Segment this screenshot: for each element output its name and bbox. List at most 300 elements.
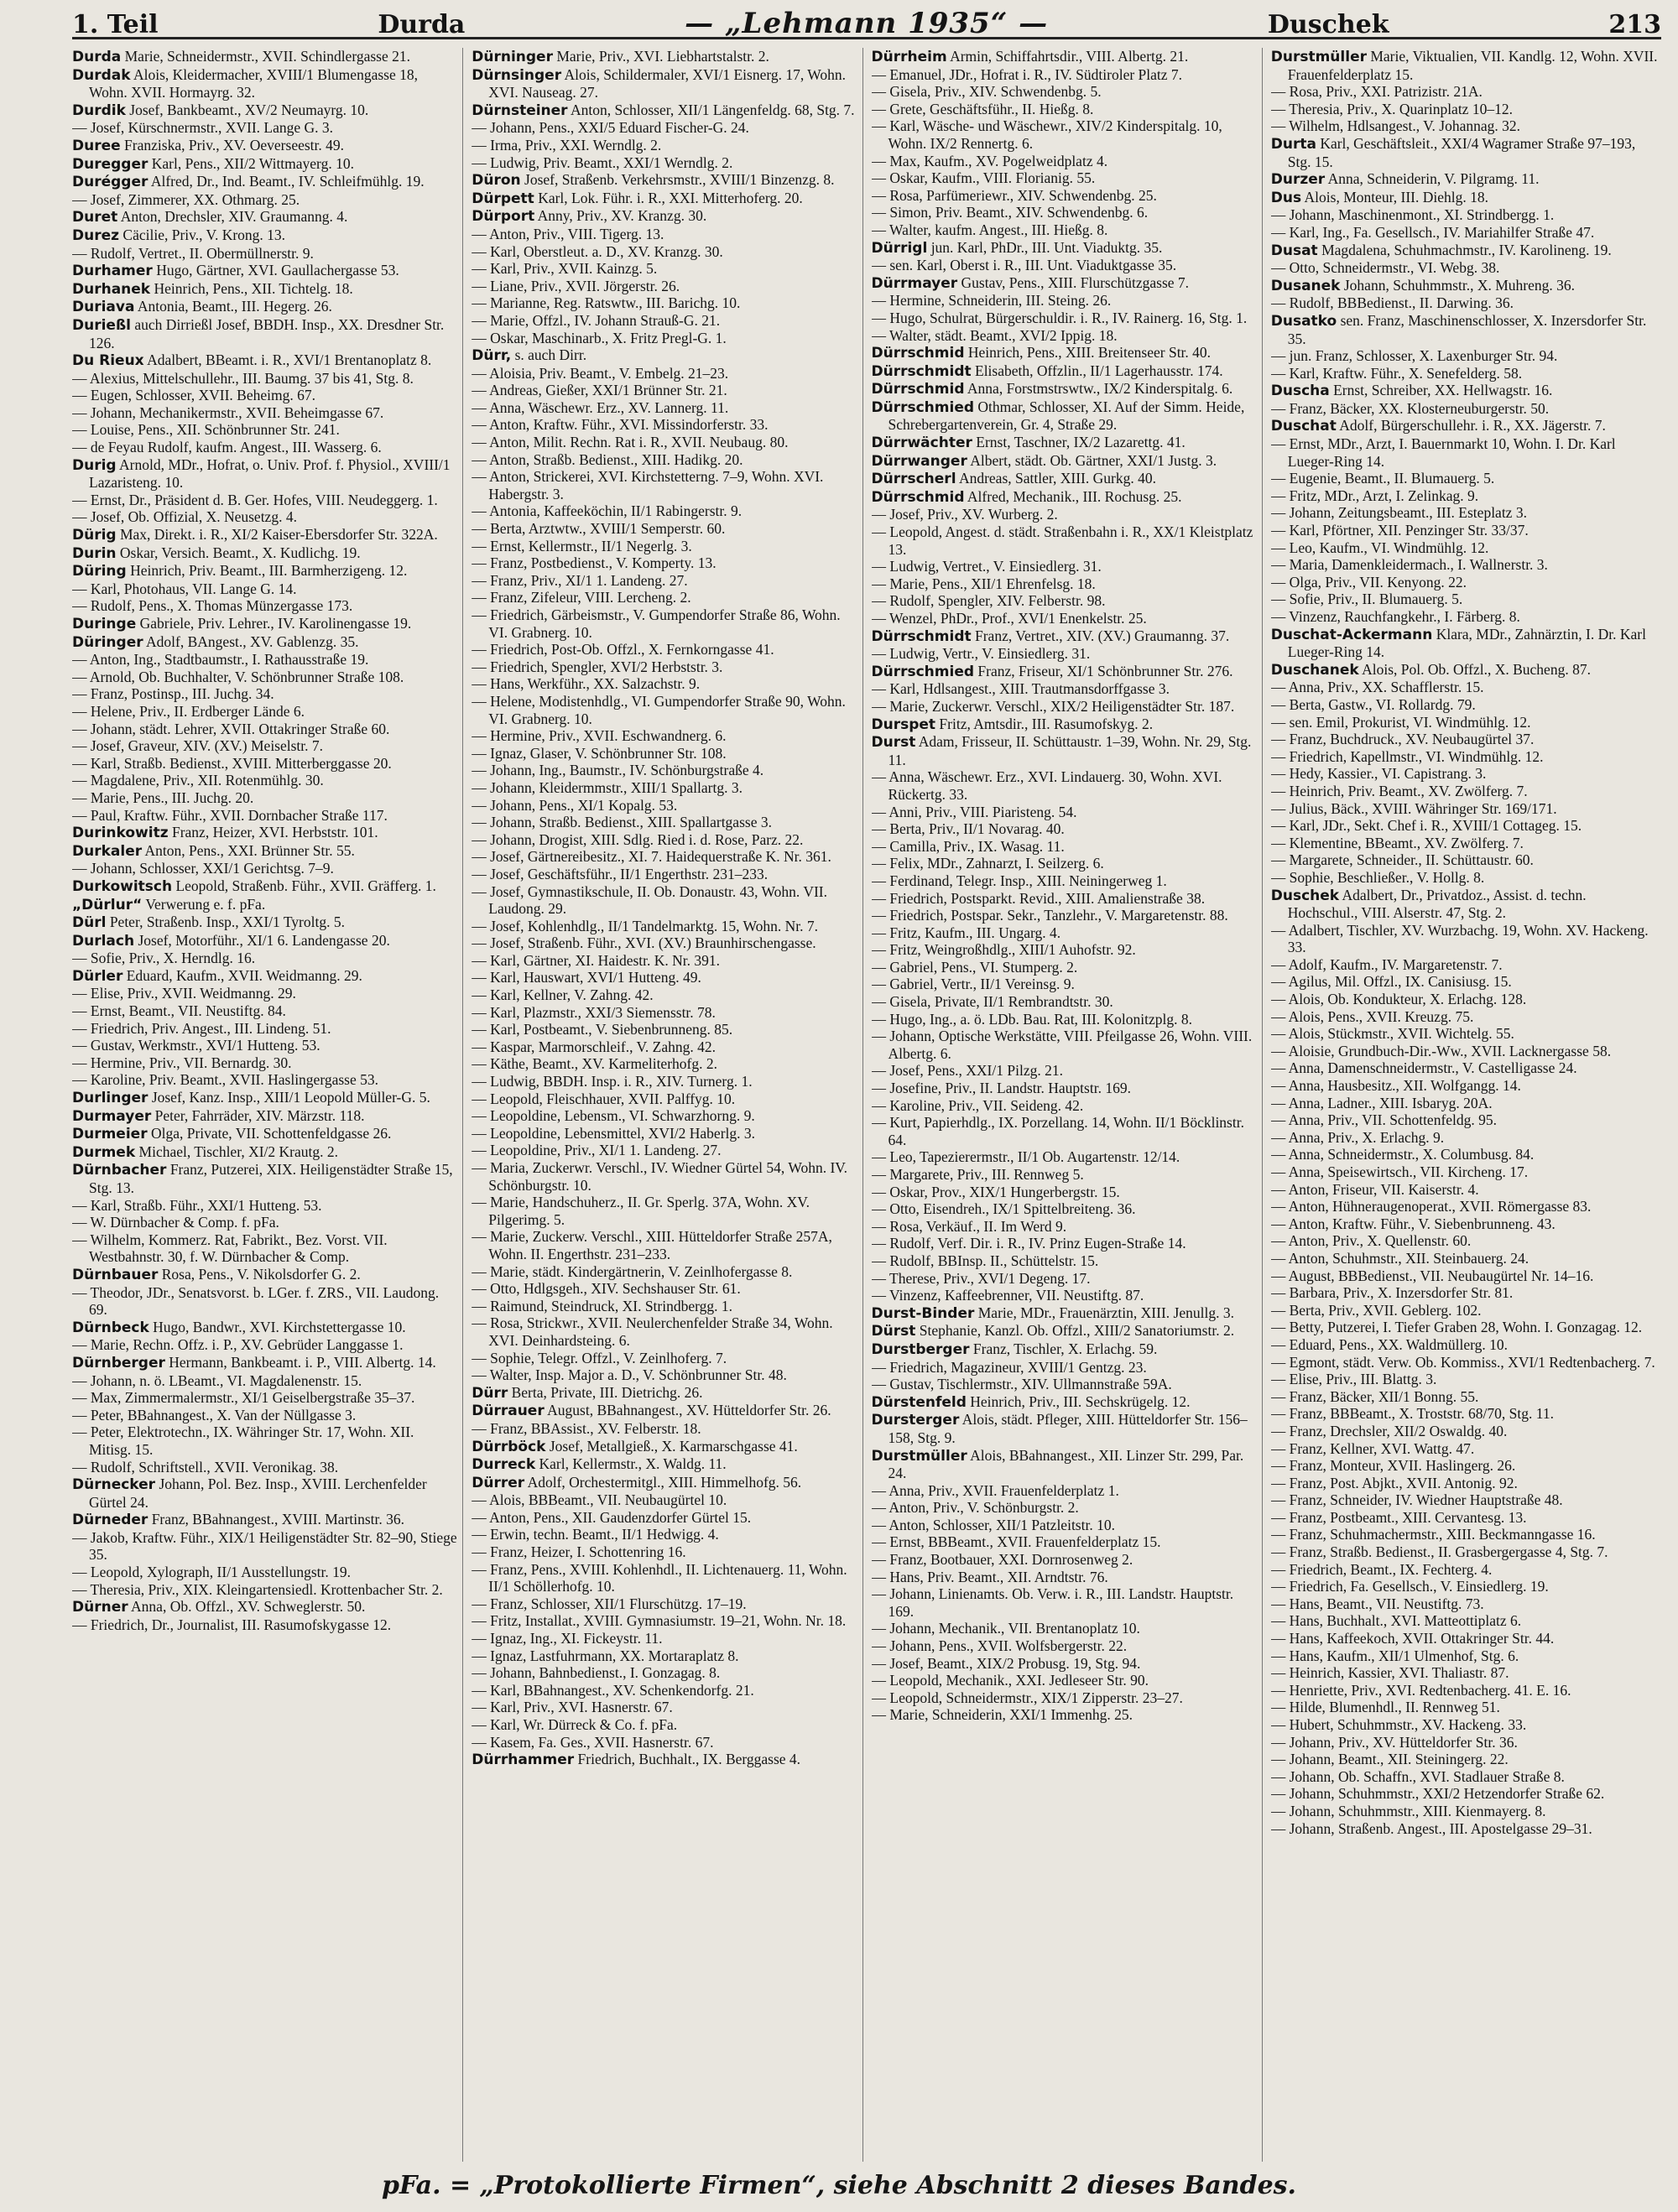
entry-details: — Sofie, Priv., X. Herndlg. 16. — [72, 950, 256, 967]
directory-entry — [72, 1231, 459, 1266]
entry-details: — Friedrich, Postspar. Sekr., Tanzlehr., V. Margaretenstr. 88. — [871, 907, 1228, 924]
entry-surname: Durspet — [871, 716, 936, 733]
directory-entry — [72, 1406, 459, 1424]
entry-details: — Karl, Hdlsangest., XIII. Trautmansdorffgasse 3. — [871, 680, 1170, 698]
entry-details: — Josef, Zimmerer, XX. Othmarg. 25. — [72, 190, 300, 208]
entry-details: s. auch Dirr. — [514, 346, 587, 364]
entry-details: — Josef, Gymnastikschule, II. Ob. Donaustr. 43, Wohn. VII. Laudong. 29. — [472, 882, 827, 918]
entry-details: — Alois, Pens., XVII. Kreuzg. 75. — [1270, 1007, 1474, 1025]
directory-entry — [1270, 417, 1658, 435]
directory-entry — [871, 1096, 1258, 1115]
directory-entry — [871, 470, 1258, 488]
entry-details: — Louise, Pens., XII. Schönbrunner Str. 241. — [72, 421, 340, 439]
directory-entry — [472, 1595, 858, 1613]
entry-details: — Oskar, Kaufm., VIII. Florianig. 55. — [871, 169, 1096, 187]
directory-entry — [871, 1062, 1258, 1080]
directory-entry — [871, 958, 1258, 976]
directory-entry — [1270, 731, 1658, 748]
directory-entry — [472, 1751, 858, 1769]
entry-surname: Durda — [72, 49, 122, 65]
directory-entry — [871, 204, 1258, 221]
directory-entry — [72, 615, 459, 633]
directory-entry — [1270, 364, 1658, 383]
entry-details: — Oskar, Prov., XIX/1 Hungerbergstr. 15. — [871, 1183, 1120, 1200]
directory-entry — [1270, 539, 1658, 557]
entry-details: — Berta, Arztwtw., XVIII/1 Semperstr. 60. — [472, 520, 726, 538]
entry-details: — Heinrich, Kassier, XVI. Thaliastr. 87. — [1270, 1664, 1509, 1682]
entry-details: — Fritz, Kaufm., III. Ungarg. 4. — [871, 924, 1061, 941]
entry-surname: Durkaler — [72, 842, 143, 860]
entry-details: Alois, städt. Pfleger, XIII. Hütteldorfer Str. 156–158, Stg. 9. — [888, 1411, 1248, 1446]
entry-details: — Ludwig, Vertr., V. Einsiedlerg. 31. — [871, 645, 1091, 663]
entry-details: — Sofie, Priv., II. Blumauerg. 5. — [1270, 591, 1463, 608]
directory-entry — [472, 468, 858, 502]
directory-entry — [72, 877, 459, 896]
directory-entry — [1270, 573, 1658, 591]
directory-entry — [72, 985, 459, 1002]
directory-entry — [72, 65, 459, 101]
directory-entry — [871, 855, 1258, 872]
entry-surname: Durstberger — [871, 1340, 970, 1358]
entry-details: — Gustav, Werkmstr., XVI/1 Hutteng. 53. — [72, 1037, 320, 1054]
directory-entry — [72, 1389, 459, 1407]
entry-details: — Leopoldine, Lebensmittel, XVI/2 Haberlg. 3. — [472, 1124, 756, 1142]
directory-entry — [871, 1080, 1258, 1097]
entry-details: — Käthe, Beamt., XV. Karmeliterhofg. 2. — [472, 1055, 717, 1073]
entry-details: — Raimund, Steindruck, XI. Strindbergg. 1. — [472, 1297, 733, 1314]
entry-details: — Hedy, Kassier., VI. Capistrang. 3. — [1270, 765, 1487, 783]
directory-entry — [1270, 48, 1658, 83]
directory-entry — [72, 244, 459, 263]
directory-entry — [1270, 1128, 1658, 1147]
directory-entry — [472, 1107, 858, 1125]
entry-details: Max, Direkt. i. R., XI/2 Kaiser-Ebersdorfer Str. 322A. — [119, 526, 438, 544]
directory-entry — [72, 1054, 459, 1072]
entry-details: — Hugo, Schulrat, Bürgerschuldir. i. R., IV. Rainerg. 16, Stg. 1. — [871, 309, 1248, 326]
directory-entry — [472, 1297, 858, 1315]
entry-surname: Duschek — [1270, 887, 1340, 904]
entry-details: Karl, Kellermstr., X. Waldg. 11. — [539, 1455, 727, 1473]
entry-details: — Anton, Schuhmstr., XII. Steinbauerg. 24. — [1270, 1249, 1529, 1267]
entry-details: — Friedrich, Fa. Gesellsch., V. Einsiedlerg. 19. — [1270, 1578, 1549, 1595]
entry-details: — Agilus, Mil. Offzl., IX. Canisiusg. 15. — [1270, 973, 1512, 991]
entry-details: Marie, Priv., XVI. Liebhartstalstr. 2. — [556, 48, 769, 65]
entry-surname: Dürner — [72, 1599, 128, 1616]
directory-entry — [472, 1543, 858, 1561]
entry-surname: Dürrscherl — [871, 471, 956, 488]
entry-surname: Dusanek — [1270, 277, 1341, 294]
entry-details: — Anna, Damenschneidermstr., V. Castelligasse 24. — [1270, 1059, 1577, 1077]
directory-entry — [72, 1580, 459, 1599]
directory-entry — [871, 1252, 1258, 1270]
directory-entry — [1270, 1612, 1658, 1630]
entry-details: — Leopold, Xylograph, II/1 Ausstellungstr. 19. — [72, 1564, 351, 1581]
entry-details: Franz, Vertret., XIV. (XV.) Graumanng. 37. — [975, 627, 1230, 644]
entry-details: Alois, Pol. Ob. Offzl., X. Bucheng. 87. — [1362, 660, 1591, 678]
page-header — [72, 7, 1661, 39]
entry-details: — Klementine, BBeamt., XV. Zwölferg. 7. — [1270, 834, 1524, 851]
entry-details: — Marianne, Reg. Ratswtw., III. Barichg. 10. — [472, 294, 741, 312]
entry-details: — Elise, Priv., III. Blattg. 3. — [1270, 1371, 1437, 1388]
entry-details: Franz, Tischler, X. Erlachg. 59. — [972, 1340, 1158, 1357]
directory-entry — [871, 768, 1258, 803]
directory-entry — [472, 727, 858, 745]
entry-details: — Josefine, Priv., II. Landstr. Hauptstr. 169. — [871, 1080, 1131, 1097]
directory-entry — [871, 662, 1258, 681]
entry-details: — Walter, städt. Beamt., XVI/2 Ippig. 18. — [871, 326, 1118, 344]
directory-entry — [871, 1392, 1258, 1412]
directory-entry — [72, 1037, 459, 1054]
entry-details: — Ludwig, Priv. Beamt., XXI/1 Werndlg. 2. — [472, 154, 733, 171]
directory-entry — [472, 951, 858, 970]
entry-details: — Friedrich, Kapellmstr., VI. Windmühlg. 12. — [1270, 747, 1544, 765]
directory-entry — [72, 369, 459, 388]
directory-entry — [871, 169, 1258, 187]
entry-details: Rosa, Pens., V. Nikolsdorfer G. 2. — [161, 1265, 361, 1283]
directory-entry — [1270, 782, 1658, 800]
directory-entry — [472, 171, 858, 190]
entry-details: — Johann, Priv., XV. Hütteldorfer Str. 36. — [1270, 1733, 1518, 1751]
entry-details: — Johann, städt. Lehrer, XVII. Ottakringer Straße 60. — [72, 720, 390, 737]
directory-entry — [72, 387, 459, 404]
entry-surname: Dürrauer — [472, 1403, 545, 1420]
directory-entry — [1270, 1664, 1658, 1682]
entry-details: — Anton, Kraftw. Führ., V. Siebenbrunneng. 43. — [1270, 1215, 1556, 1232]
directory-entry — [871, 1568, 1258, 1586]
directory-entry — [1270, 765, 1658, 783]
entry-surname: Durzer — [1270, 171, 1326, 189]
entry-details: — Hans, Beamt., VII. Neustiftg. 73. — [1270, 1595, 1484, 1612]
entry-details: — Karl, Wr. Dürreck & Co. f. pFa. — [472, 1716, 678, 1733]
header-section-label: 1. Teil — [72, 10, 159, 39]
directory-entry — [871, 1637, 1258, 1655]
directory-entry — [871, 1376, 1258, 1393]
entry-details: — Leopold, Schneidermstr., XIX/1 Zipperstr. 23–27. — [871, 1689, 1183, 1706]
entry-details: — Johann, Linienamts. Ob. Verw. i. R., III. Landstr. Hauptstr. 169. — [871, 1585, 1234, 1620]
entry-details: — Franz, Monteur, XVII. Haslingerg. 26. — [1270, 1457, 1516, 1475]
directory-entry — [472, 1090, 858, 1108]
directory-entry — [72, 226, 459, 245]
entry-details: Josef, Metallgieß., X. Karmarschgasse 41. — [549, 1437, 798, 1455]
directory-entry — [1270, 294, 1658, 312]
entry-details: — Marie, Zuckerwr. Verschl., XIX/2 Heiligenstädter Str. 187. — [871, 697, 1235, 715]
entry-details: — Vinzenz, Rauchfangkehr., I. Färberg. 8. — [1270, 608, 1520, 625]
directory-entry — [72, 154, 459, 174]
entry-details: Marie, Viktualien, VII. Kandlg. 12, Wohn. XVII. Frauenfelderplatz 15. — [1287, 48, 1658, 83]
directory-entry — [472, 1455, 858, 1474]
directory-entry — [72, 841, 459, 861]
directory-entry — [472, 294, 858, 312]
directory-entry — [472, 1314, 858, 1349]
entry-surname: Dürr — [472, 1384, 508, 1402]
page-footer-note: pFa. = „Protokollierte Firmen“, siehe Abschnitt 2 dieses Bandes. — [382, 2171, 1296, 2200]
entry-details: — Otto, Hdlgsgeh., XIV. Sechshauser Str. 61. — [472, 1280, 741, 1298]
entry-surname: Duschat-Ackermann — [1270, 626, 1433, 643]
directory-entry — [72, 1598, 459, 1616]
entry-details: Michael, Tischler, XI/2 Krautg. 2. — [138, 1142, 338, 1160]
entry-details: Josef, Bankbeamt., XV/2 Neumayrg. 10. — [129, 101, 369, 118]
entry-details: — Karl, Straßb. Bedienst., XVIII. Mitterberggasse 20. — [72, 754, 392, 772]
directory-entry — [1270, 834, 1658, 852]
entry-surname: Dürig — [72, 527, 117, 544]
entry-details: — Karl, Priv., XVII. Kainzg. 5. — [472, 260, 658, 278]
directory-entry — [1270, 1819, 1658, 1838]
entry-details: — Hermine, Priv., VII. Bernardg. 30. — [72, 1054, 292, 1071]
entry-surname: Durdik — [72, 101, 126, 119]
directory-entry — [72, 1125, 459, 1143]
entry-surname: Dursterger — [871, 1412, 960, 1429]
directory-entry — [472, 1647, 858, 1665]
directory-entry — [72, 806, 459, 825]
entry-details: Anton, Drechsler, XIV. Graumanng. 4. — [120, 208, 348, 226]
entry-details: — Josef, Kohlenhdlg., II/1 Tandelmarktg. 15, Wohn. Nr. 7. — [472, 917, 819, 934]
entry-details: — Anna, Hausbesitz., XII. Wolfgangg. 14. — [1270, 1077, 1521, 1095]
entry-details: — Margarete, Priv., III. Rennweg 5. — [871, 1166, 1084, 1183]
entry-details: — Kurt, Papierhdlg., IX. Porzellang. 14, Wohn. II/1 Böcklinstr. 64. — [871, 1114, 1244, 1148]
entry-details: — Josef, Beamt., XIX/2 Probusg. 19, Stg. 94. — [871, 1654, 1141, 1672]
entry-details: — Rudolf, BBBedienst., II. Darwing. 36. — [1270, 294, 1514, 312]
entry-details: — Friedrich, Spengler, XVI/2 Herbststr. 3. — [472, 658, 723, 675]
entry-details: — Otto, Eisendreh., IX/1 Spittelbreiteng. 36. — [871, 1200, 1136, 1218]
entry-details: sen. Franz, Maschinenschlosser, X. Inzersdorfer Str. 35. — [1287, 311, 1647, 347]
directory-entry — [1270, 259, 1658, 277]
entry-details: — Anna, Wäschewr. Erz., XV. Lannerg. 11. — [472, 398, 729, 416]
directory-entry — [472, 1159, 858, 1194]
directory-entry — [1270, 1059, 1658, 1077]
entry-details: — Karl, Straßb. Führ., XXI/1 Hutteng. 53. — [72, 1196, 322, 1214]
directory-entry — [1270, 886, 1658, 922]
directory-entry — [871, 273, 1258, 293]
directory-entry — [1270, 435, 1658, 470]
entry-details: — Karl, Pförtner, XII. Penzinger Str. 33/37. — [1270, 522, 1529, 539]
directory-entry — [1270, 713, 1658, 731]
entry-surname: Durmek — [72, 1143, 136, 1161]
directory-entry — [1270, 1578, 1658, 1595]
directory-entry — [472, 1716, 858, 1734]
directory-entry — [72, 421, 459, 439]
entry-surname: Dürrheim — [871, 49, 947, 65]
directory-entry — [72, 685, 459, 703]
directory-entry — [871, 309, 1258, 327]
entry-details: — Max, Kaufm., XV. Pogelweidplatz 4. — [871, 152, 1108, 169]
directory-entry — [1270, 1111, 1658, 1129]
directory-entry — [72, 754, 459, 773]
directory-entry — [72, 1265, 459, 1284]
directory-entry — [72, 262, 459, 280]
entry-details: — Ferdinand, Telegr. Insp., XIII. Neiningerweg 1. — [871, 872, 1167, 889]
directory-entry — [871, 558, 1258, 575]
directory-entry — [72, 1476, 459, 1511]
directory-entry — [472, 1491, 858, 1509]
directory-entry — [72, 508, 459, 526]
entry-details: — Hubert, Schuhmmstr., XV. Hackeng. 33. — [1270, 1716, 1527, 1733]
directory-entry — [1270, 679, 1658, 696]
directory-entry — [472, 1699, 858, 1716]
entry-details: — Wilhelm, Hdlsangest., V. Johannag. 32. — [1270, 117, 1521, 135]
directory-entry — [871, 1446, 1258, 1482]
entry-details: Johann, Schuhmmstr., X. Muhreng. 36. — [1343, 276, 1576, 294]
directory-entry — [871, 48, 1258, 66]
directory-entry — [472, 416, 858, 434]
entry-details: — Leo, Kaufm., VI. Windmühlg. 12. — [1270, 539, 1489, 556]
entry-details: — Wilhelm, Kommerz. Rat, Fabrikt., Bez. Vorst. VII. Westbahnstr. 30, f. W. Dürnbacher & Comp. — [72, 1231, 388, 1266]
directory-entry — [472, 154, 858, 172]
entry-surname: Durdak — [72, 66, 131, 84]
directory-entry — [871, 1287, 1258, 1304]
entry-details: — Eugenie, Beamt., II. Blumauerg. 5. — [1270, 470, 1495, 487]
entry-details: — Franz, Priv., XI/1 1. Landeng. 27. — [472, 571, 688, 589]
directory-entry — [72, 562, 459, 580]
entry-surname: Dürneder — [72, 1512, 149, 1529]
entry-details: — Josef, Straßenb. Führ., XVI. (XV.) Braunhirschengasse. — [472, 934, 816, 952]
directory-entry — [1270, 1474, 1658, 1492]
entry-details: — Rosa, Priv., XXI. Patrizistr. 21A. — [1270, 83, 1483, 101]
entry-details: — Anna, Priv., XX. Schafflerstr. 15. — [1270, 679, 1484, 696]
directory-entry — [1270, 276, 1658, 295]
entry-details: Franziska, Priv., XV. Oeverseestr. 49. — [124, 136, 345, 154]
entry-details: — Fritz, Installat., XVIII. Gymnasiumstr. 19–21, Wohn. Nr. 18. — [472, 1612, 847, 1630]
directory-entry — [1270, 1681, 1658, 1699]
entry-details: Heinrich, Pens., XIII. Breitenseer Str. 40. — [967, 344, 1212, 362]
directory-entry — [72, 315, 459, 351]
directory-entry — [72, 208, 459, 226]
directory-entry — [472, 1630, 858, 1647]
entry-surname: Dürrschmied — [871, 398, 975, 416]
entry-details: Karl, Geschäftsleit., XXI/4 Wagramer Straße 97–193, Stg. 15. — [1287, 134, 1636, 170]
directory-entry — [472, 882, 858, 918]
directory-entry — [871, 117, 1258, 152]
entry-details: — Aloisia, Priv. Beamt., V. Embelg. 21–23. — [472, 364, 729, 382]
entry-details: Adam, Frisseur, II. Schüttaustr. 1–39, Wohn. Nr. 29, Stg. 11. — [888, 733, 1252, 768]
directory-entry — [1270, 625, 1658, 661]
directory-entry — [1270, 83, 1658, 101]
directory-entry — [72, 1002, 459, 1020]
directory-entry — [472, 848, 858, 866]
directory-entry — [1270, 556, 1658, 574]
entry-details: Antonia, Beamt., III. Hegerg. 26. — [137, 298, 332, 315]
entry-details: — Marie, Pens., III. Juchg. 20. — [72, 789, 254, 806]
entry-details: — Grete, Geschäftsführ., II. Hießg. 8. — [871, 100, 1094, 117]
entry-surname: Durkowitsch — [72, 877, 173, 895]
directory-entry — [72, 824, 459, 842]
directory-entry — [871, 1217, 1258, 1236]
entry-details: — Arnold, Ob. Buchhalter, V. Schönbrunner Straße 108. — [72, 668, 404, 685]
directory-entry — [472, 571, 858, 590]
directory-entry — [472, 1437, 858, 1456]
entry-details: — Ernst, Kellermstr., II/1 Negerlg. 3. — [472, 537, 692, 554]
directory-entry — [1270, 799, 1658, 818]
directory-entry — [72, 580, 459, 598]
directory-entry — [472, 986, 858, 1004]
entry-details: — Kaspar, Marmorschleif., V. Zahng. 42. — [472, 1038, 716, 1055]
directory-entry — [871, 1411, 1258, 1446]
entry-details: — Johann, Mechanik., VII. Brentanoplatz 10. — [871, 1620, 1140, 1637]
entry-details: — Friedrich, Gärbeismstr., V. Gumpendorfer Straße 86, Wohn. VI. Grabnerg. 10. — [472, 606, 841, 641]
entry-details: — Gisela, Private, II/1 Rembrandtstr. 30. — [871, 993, 1113, 1011]
entry-details: — Johann, Schuhmmstr., XIII. Kienmayerg. 8. — [1270, 1802, 1546, 1819]
entry-details: — Marie, städt. Kindergärtnerin, V. Zeinlhofergasse 8. — [472, 1262, 793, 1280]
directory-entry — [472, 1228, 858, 1262]
entry-details: — Johann, Mechanikermstr., XVII. Beheimgasse 67. — [72, 403, 384, 421]
entry-details: — Leopold, Fleischhauer, XVII. Palffyg. 10. — [472, 1090, 736, 1107]
entry-surname: Durinkowitz — [72, 825, 169, 842]
entry-details: — Karl, Plazmstr., XXI/3 Siemensstr. 78. — [472, 1003, 716, 1021]
directory-entry — [1270, 1647, 1658, 1665]
entry-details: — Berta, Priv., II/1 Novarag. 40. — [871, 820, 1065, 838]
entry-details: Anton, Schlosser, XII/1 Längenfeldg. 68, Stg. 7. — [571, 101, 855, 118]
entry-details: — Johann, n. ö. LBeamt., VI. Magdalenenstr. 15. — [72, 1371, 362, 1389]
directory-entry — [1270, 1077, 1658, 1095]
directory-entry — [871, 575, 1258, 593]
entry-surname: Durst-Binder — [871, 1304, 975, 1322]
directory-entry — [871, 1499, 1258, 1517]
entry-details: — Betty, Putzerei, I. Tiefer Graben 28, Wohn. I. Gonzagag. 12. — [1270, 1319, 1643, 1336]
entry-surname: Durez — [72, 226, 120, 244]
directory-entry — [871, 221, 1258, 239]
entry-details: — Gisela, Priv., XIV. Schwendenbg. 5. — [871, 83, 1102, 101]
directory-entry — [871, 292, 1258, 310]
directory-entry — [1270, 1560, 1658, 1579]
page-number: 213 — [1608, 10, 1661, 39]
directory-entry — [871, 803, 1258, 821]
entry-details: — Anton, Priv., X. Quellenstr. 60. — [1270, 1232, 1472, 1250]
entry-details: Alois, Kleidermacher, XVIII/1 Blumengasse 18, Wohn. XVII. Hormayrg. 32. — [89, 65, 418, 101]
directory-entry — [1270, 608, 1658, 626]
entry-details: Johann, Pol. Bez. Insp., XVIII. Lerchenfelder Gürtel 24. — [89, 1476, 427, 1511]
entry-surname: Durstmüller — [1270, 49, 1367, 65]
entry-details: Hugo, Bandwr., XVI. Kirchstettergasse 10. — [153, 1318, 406, 1335]
entry-details: — W. Dürnbacher & Comp. f. pFa. — [72, 1214, 279, 1231]
entry-details: jun. Karl, PhDr., III. Unt. Viaduktg. 35. — [930, 238, 1163, 256]
directory-entry — [72, 173, 459, 191]
directory-entry — [1270, 868, 1658, 887]
directory-entry — [871, 1620, 1258, 1637]
directory-entry — [1270, 1163, 1658, 1181]
entry-details: Leopold, Straßenb. Führ., XVII. Gräfferg. 1. — [175, 877, 436, 894]
header-range-start: Durda — [378, 10, 466, 39]
directory-entry — [72, 119, 459, 137]
entry-details: — Anna, Speisewirtsch., VII. Kircheng. 17. — [1270, 1163, 1529, 1180]
entry-details: — Theresia, Priv., X. Quarinplatz 10–12. — [1270, 100, 1513, 117]
entry-surname: Duscha — [1270, 383, 1330, 400]
entry-details: — Johann, Pens., XI/1 Kopalg. 53. — [472, 796, 678, 814]
entry-surname: Duregger — [72, 155, 149, 173]
entry-details: — Peter, Elektrotechn., IX. Währinger Str. 17, Wohn. XII. Mitisg. 15. — [72, 1423, 414, 1458]
entry-details: — Karl, JDr., Sekt. Chef i. R., XVIII/1 Cottageg. 15. — [1270, 817, 1582, 835]
directory-entry — [72, 491, 459, 509]
entry-details: Josef, Motorführ., XI/1 6. Landengasse 20. — [138, 931, 390, 949]
directory-entry — [1270, 1716, 1658, 1734]
directory-entry — [72, 298, 459, 316]
directory-entry — [871, 1269, 1258, 1288]
directory-entry — [472, 692, 858, 727]
entry-details: — Josef, Priv., XV. Wurberg. 2. — [871, 506, 1058, 523]
directory-entry — [72, 1161, 459, 1196]
entry-surname: Dürnbacher — [72, 1162, 167, 1179]
entry-details: — Karl, Photohaus, VII. Lange G. 14. — [72, 580, 297, 597]
entry-surname: Düron — [472, 172, 521, 190]
directory-entry — [1270, 1733, 1658, 1751]
directory-entry — [472, 1194, 858, 1228]
entry-details: Othmar, Schlosser, XI. Auf der Simm. Heide, Schrebergartenverein, Gr. 4, Straße 29. — [888, 398, 1245, 434]
entry-details: — Marie, Rechn. Offz. i. P., XV. Gebrüder Langgasse 1. — [72, 1336, 404, 1354]
entry-details: — Johann, Pens., XXI/5 Eduard Fischer-G. 24. — [472, 119, 749, 137]
entry-details: Heinrich, Pens., XII. Tichtelg. 18. — [154, 279, 353, 297]
entry-details: — Marie, Offzl., IV. Johann Strauß-G. 21. — [472, 311, 721, 329]
entry-details: — Liane, Priv., XVII. Jörgerstr. 26. — [472, 277, 680, 294]
entry-details: — Karl, Kraftw. Führ., X. Senefelderg. 58. — [1270, 364, 1523, 382]
entry-details: — Josef, Graveur, XIV. (XV.) Meiselstr. 7. — [72, 737, 324, 755]
